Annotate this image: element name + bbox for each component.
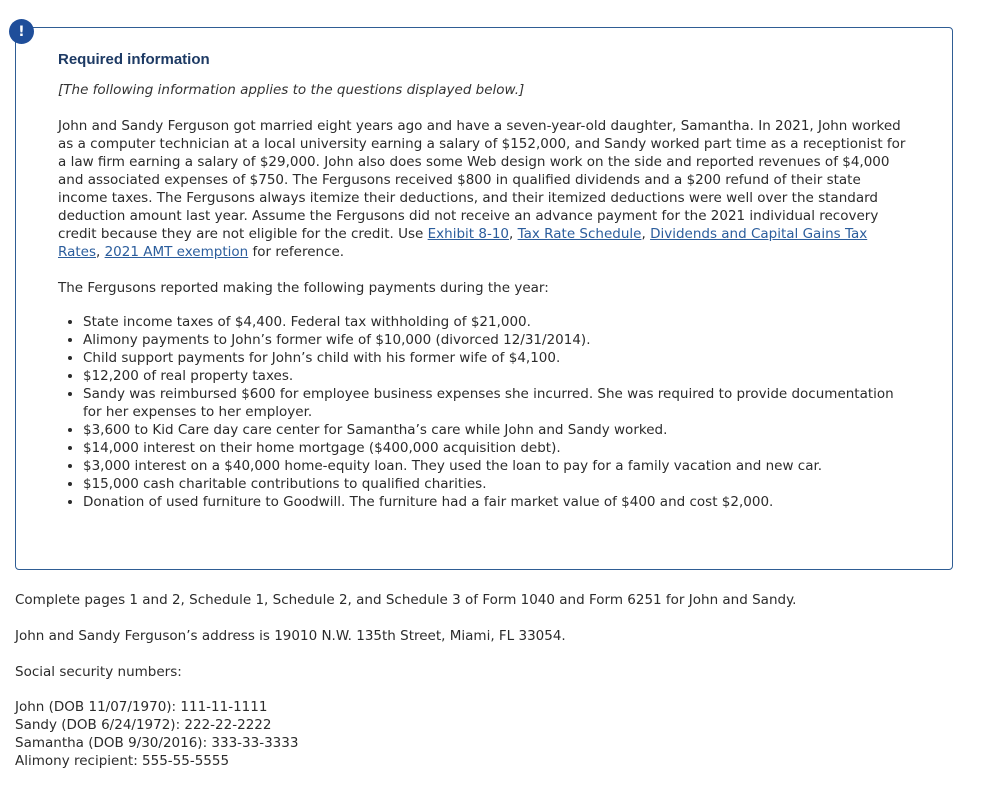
ssn-sandy: Sandy (DOB 6/24/1972): 222-22-2222	[15, 717, 272, 733]
required-information-title: Required information	[58, 51, 210, 68]
case-paragraph-end: for reference.	[248, 244, 345, 260]
payment-item: • $14,000 interest on their home mortgage ($400,000 acquisition debt).	[83, 439, 908, 457]
case-paragraph	[58, 117, 908, 261]
ssn-heading: Social security numbers:	[15, 664, 182, 680]
payment-item: • State income taxes of $4,400. Federal tax withholding of $21,000.	[83, 313, 908, 331]
payment-item: • Donation of used furniture to Goodwill. The furniture had a fair market value of $400 and cost $2,000.	[83, 493, 908, 511]
payment-item: • $3,000 interest on a $40,000 home-equity loan. They used the loan to pay for a family vacation and new car.	[83, 457, 908, 475]
payment-item: • Alimony payments to John’s former wife of $10,000 (divorced 12/31/2014).	[83, 331, 908, 349]
ssn-list	[15, 698, 298, 770]
instructions-text: Complete pages 1 and 2, Schedule 1, Schedule 2, and Schedule 3 of Form 1040 and Form 6251 for John and Sandy.	[15, 592, 797, 608]
required-information-panel	[15, 27, 953, 570]
payment-item: • $3,600 to Kid Care day care center for Samantha’s care while John and Sandy worked.	[83, 421, 908, 439]
payment-item: • Child support payments for John’s child with his former wife of $4,100.	[83, 349, 908, 367]
payments-intro: The Fergusons reported making the following payments during the year:	[58, 280, 549, 296]
alert-icon: !	[9, 19, 34, 44]
ssn-samantha: Samantha (DOB 9/30/2016): 333-33-3333	[15, 735, 299, 751]
address-text: John and Sandy Ferguson’s address is 19010 N.W. 135th Street, Miami, FL 33054.	[15, 628, 566, 644]
dividends-capital-gains-link[interactable]: Dividends and Capital Gains Tax Rates	[58, 226, 868, 260]
applies-note: [The following information applies to the questions displayed below.]	[58, 82, 525, 98]
payment-item: • Sandy was reimbursed $600 for employee business expenses she incurred. She was required to provide documentation for her expenses to her employer.	[83, 385, 908, 421]
tax-rate-schedule-link[interactable]: Tax Rate Schedule	[517, 226, 642, 242]
panel-content	[58, 50, 908, 511]
link-separator: ,	[641, 226, 651, 242]
amt-exemption-link[interactable]: 2021 AMT exemption	[104, 244, 249, 260]
link-separator: ,	[509, 226, 518, 242]
ssn-alimony-recipient: Alimony recipient: 555-55-5555	[15, 753, 230, 769]
payments-list	[58, 313, 908, 511]
payment-item: • $12,200 of real property taxes.	[83, 367, 908, 385]
ssn-john: John (DOB 11/07/1970): 111-11-1111	[15, 699, 268, 715]
exhibit-8-10-link[interactable]: Exhibit 8-10	[427, 226, 510, 242]
link-separator: ,	[96, 244, 105, 260]
payment-item: • $15,000 cash charitable contributions to qualified charities.	[83, 475, 908, 493]
case-paragraph-text: John and Sandy Ferguson got married eight years ago and have a seven-year-old daughter, Samantha. In 2021, John worked as a computer technician at a local university earning a salary of $152,000, and Sandy worked part time as a receptionist for a law firm earning a salary of $29,000. John also does some Web design work on the side and reported revenues of $4,000 and associated expenses of $750. The Fergusons received $800 in qualified dividends and a $200 refund of their state income taxes. The Fergusons always itemize their deductions, and their itemized deductions were well over the standard deduction amount last year. Assume the Fergusons did not receive an advance payment for the 2021 individual recovery credit because they are not eligible for the credit. Use	[58, 118, 906, 242]
